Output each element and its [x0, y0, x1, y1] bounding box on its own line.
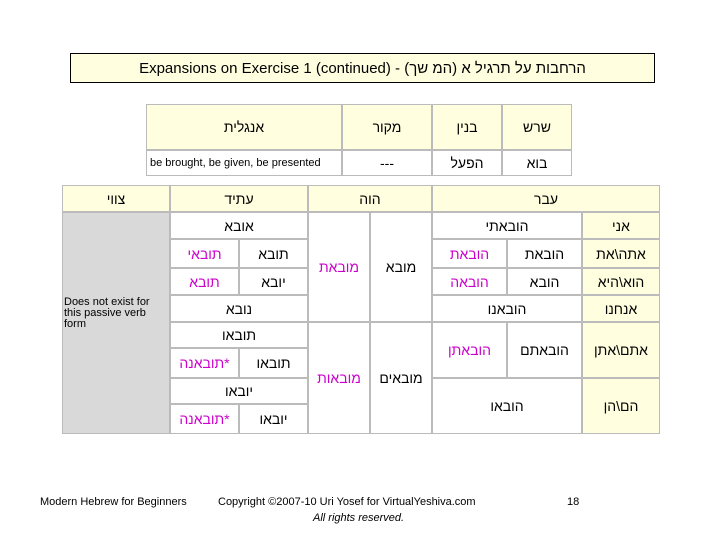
root-value: בוא — [502, 150, 572, 176]
future-at: תובאי — [170, 239, 239, 268]
future-hi: תובא — [170, 268, 239, 295]
future-aten: תובאנה* — [170, 348, 239, 378]
english-header: אנגלית — [146, 104, 342, 150]
future-hu: יובא — [239, 268, 308, 295]
present-header: הוה — [308, 185, 432, 212]
pronoun-anachnu: אנחנו — [582, 295, 660, 322]
pronoun-hem-hen: הם\הן — [582, 378, 660, 434]
past-anachnu: הובאנו — [432, 295, 582, 322]
past-hi: הובאה — [432, 268, 507, 295]
binyan-header: בנין — [432, 104, 502, 150]
future-hem: יובאו — [239, 404, 308, 434]
pronoun-atem-aten: אתם\אתן — [582, 322, 660, 378]
past-atem: הובאתם — [507, 322, 582, 378]
past-header: עבר — [432, 185, 660, 212]
slide-title-text: Expansions on Exercise 1 (continued) - (הרחבות על תרגיל א (המ שך — [139, 59, 586, 77]
future-hem-shared: יובאו — [170, 378, 308, 404]
past-ata: הובאת — [507, 239, 582, 268]
future-anachnu: נובא — [170, 295, 308, 322]
slide-title — [70, 53, 655, 83]
pronoun-ata-at: אתה\את — [582, 239, 660, 268]
present-fp: מובאות — [308, 322, 370, 434]
future-header: עתיד — [170, 185, 308, 212]
past-hem: הובאו — [432, 378, 582, 434]
future-atem: תובאו — [239, 348, 308, 378]
past-hu: הובא — [507, 268, 582, 295]
present-fs: מובאת — [308, 212, 370, 322]
present-ms: מובא — [370, 212, 432, 322]
future-hen: תובאנה* — [170, 404, 239, 434]
past-at: הובאת — [432, 239, 507, 268]
english-value: be brought, be given, be presented — [146, 150, 342, 176]
future-atem-shared: תובאו — [170, 322, 308, 348]
past-aten: הובאתן — [432, 322, 507, 378]
footer-course: Modern Hebrew for Beginners — [40, 496, 187, 508]
source-value: --- — [342, 150, 432, 176]
root-header: שרש — [502, 104, 572, 150]
imperative-header: צווי — [62, 185, 170, 212]
imperative-note: Does not exist for this passive verb form — [64, 296, 150, 330]
future-ani: אובא — [170, 212, 308, 239]
footer-rights: All rights reserved. — [313, 512, 405, 524]
binyan-value: הפעל — [432, 150, 502, 176]
pronoun-ani: אני — [582, 212, 660, 239]
past-ani: הובאתי — [432, 212, 582, 239]
footer-copyright: Copyright ©2007-10 Uri Yosef for VirtualYeshiva.com — [218, 496, 476, 508]
future-ata: תובא — [239, 239, 308, 268]
page-number: 18 — [567, 496, 580, 508]
present-mp: מובאים — [370, 322, 432, 434]
source-header: מקור — [342, 104, 432, 150]
pronoun-hu-hi: הוא\היא — [582, 268, 660, 295]
